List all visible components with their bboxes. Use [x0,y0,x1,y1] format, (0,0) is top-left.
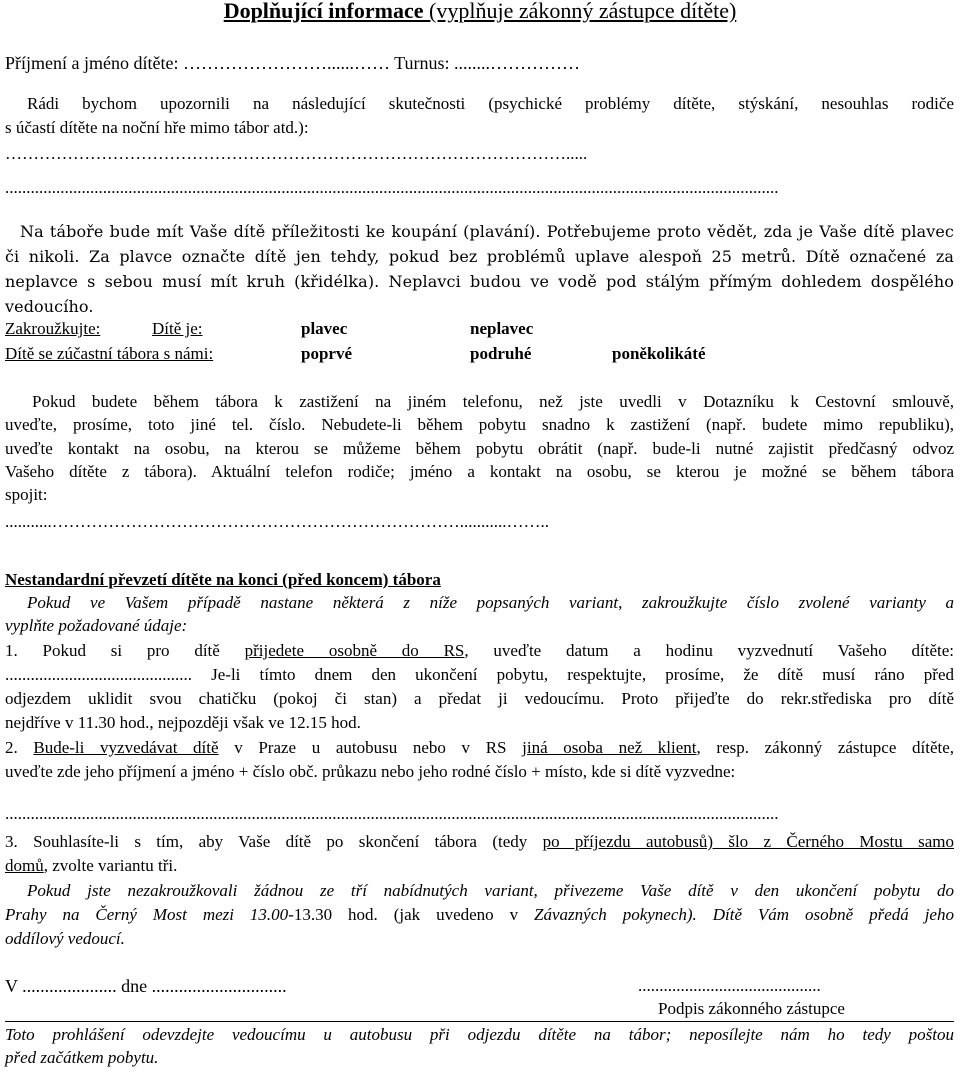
option-1-highlight: přijedete osobně do RS [244,641,465,660]
option-3-rest: , zvolte variantu tři. [43,856,178,875]
issues-field-1[interactable]: ………………………………………………………………………………………..... [5,144,588,163]
option-1-number: 1. Pokud si pro dítě [5,641,245,660]
child-name-label: Příjmení a jméno dítěte: [5,53,179,73]
phone-line-4: Vašeho dítěte z tábora). Aktuální telefon rodiče; jméno a kontakt na osobu, se kterou je možné se během tábora [5,462,954,481]
swim-line-3: neplavce s sebou musí mít kruh (křidélka). Neplavci budou ve vodě pod stálým přímým dohledem dospělého [5,272,954,291]
place-date-field[interactable]: V ..................... dne .............................. [5,976,287,996]
option-swimmer[interactable]: plavec [301,319,348,338]
attend-label: Dítě se zúčastní tábora s námi: [5,344,214,363]
option-3-line-1[interactable] [5,831,954,853]
option-2-line-2: uveďte zde jeho příjmení a jméno + číslo obč. průkazu nebo jeho rodné číslo + místo, kde si dítě vyzvedne: [5,762,736,781]
footer-divider [5,1021,954,1022]
default-line-1: Pokud jste nezakroužkovali žádnou ze tří nabídnutých variant, přivezeme Vaše dítě v den ukončení pobytu do [27,881,954,900]
child-is-label: Dítě je: [152,319,203,338]
option-1-rest: , uveďte datum a hodinu vyzvednutí Vašeho dítěte: [464,641,954,660]
option-2-mid: v Praze u autobusu nebo v RS [218,738,523,757]
swim-line-1: Na táboře bude mít Vaše dítě příležitosti ke koupání (plavání). Potřebujeme proto vědět, zda je Vaše dítě plavec [20,222,954,241]
footer-line-2: před začátkem pobytu. [5,1048,159,1067]
option-first-time[interactable]: poprvé [301,344,352,363]
issues-field-2[interactable]: ...................................................................................................................................................................................... [5,178,779,197]
child-name-field[interactable]: ……………………......…… [178,53,395,73]
circle-label: Zakroužkujte: [5,319,101,338]
default-line-2 [5,904,954,926]
option-2-field[interactable]: ...................................................................................................................................................................................... [5,804,779,823]
signature-field[interactable]: ........................................... [638,976,821,995]
pickup-heading: Nestandardní převzetí dítěte na konci (před koncem) tábora [5,570,441,589]
option-2-number: 2. [5,738,34,757]
child-name-line [5,52,954,74]
option-2-line-1[interactable] [5,737,954,759]
phone-line-5: spojit: [5,485,48,504]
option-3-text: 3. Souhlasíte-li s tím, aby Vaše dítě po skončení tábora (tedy [5,832,543,851]
option-1-line-2: ............................................ Je-li tímto dnem den ukončení pobytu, respektujte, prosíme, že dítě musí ráno před [5,665,954,684]
swim-line-2: či nikoli. Za plavce označte dítě jen tehdy, pokud bez problémů uplave alespoň 25 metrů. Dítě označené za [5,247,954,266]
form-title [0,0,960,22]
default-line-2-c: Závazných pokynech). Dítě Vám osobně předá jeho [534,905,954,924]
phone-line-1: Pokud budete během tábora k zastižení na jiném telefonu, než jste uvedli v Dotazníku k Cestovní smlouvě, [32,392,954,411]
phone-line-2: uveďte, prosíme, toto jiné tel. číslo. Nebudete-li během pobytu snadno k zastižení (např. budete mimo republiku), [5,415,954,434]
option-1-line-4: nejdříve v 11.30 hod., nejpozději však ve 12.15 hod. [5,713,361,732]
option-3-home: domů [5,856,44,875]
footer-line-1: Toto prohlášení odevzdejte vedoucímu u autobusu při odjezdu dítěte na tábor; neposílejte nám ho tedy poštou [5,1025,954,1044]
phone-line-3: uveďte kontakt na osobu, na kterou se můžeme během pobytu obrátit (např. bude-li nutné zajistit předčasný odvoz [5,439,954,458]
option-second-time[interactable]: podruhé [470,344,532,363]
option-2-rest: , resp. zákonný zástupce dítěte, [696,738,955,757]
option-3-line-2 [5,855,954,877]
default-line-2-b: -13.30 hod. (jak uvedeno v [288,905,535,924]
title-rest: (vyplňuje zákonný zástupce dítěte) [423,0,737,23]
option-1-line-1[interactable] [5,640,954,662]
turnus-field[interactable]: ........…………… [449,53,581,73]
option-multiple-times[interactable]: poněkolikáté [612,344,706,363]
default-line-3: oddílový vedoucí. [5,929,125,948]
option-2-highlight-2: jiná osoba než klient [522,738,697,757]
pickup-intro-1: Pokud ve Vašem případě nastane některá z níže popsaných variant, zakroužkujte číslo zvolené varianty a [27,593,954,612]
title-bold: Doplňující informace [223,0,424,23]
issues-line-1: Rádi bychom upozornili na následující skutečnosti (psychické problémy dítěte, stýskání, nesouhlas rodiče [27,94,954,113]
default-line-2-a: Prahy na Černý Most mezi 13.00 [5,905,289,924]
pickup-intro-2: vyplňte požadované údaje: [5,616,188,635]
issues-line-2: s účastí dítěte na noční hře mimo tábor atd.): [5,118,309,137]
option-3-highlight: po příjezdu autobusů) šlo z Černého Mostu samo [542,832,955,851]
turnus-label: Turnus: [394,53,450,73]
phone-field[interactable]: ...........………………………………………………………………...........…….. [5,512,549,531]
option-2-highlight-1: Bude-li vyzvedávat dítě [33,738,219,757]
option-nonswimmer[interactable]: neplavec [470,319,534,338]
signature-label: Podpis zákonného zástupce [658,999,845,1018]
swim-line-4: vedoucího. [5,297,94,316]
option-1-line-3: odjezdem uklidit svou chatičku (pokoj či stan) a předat ji vedoucímu. Proto přijeďte do rekr.střediska pro dítě [5,689,954,708]
